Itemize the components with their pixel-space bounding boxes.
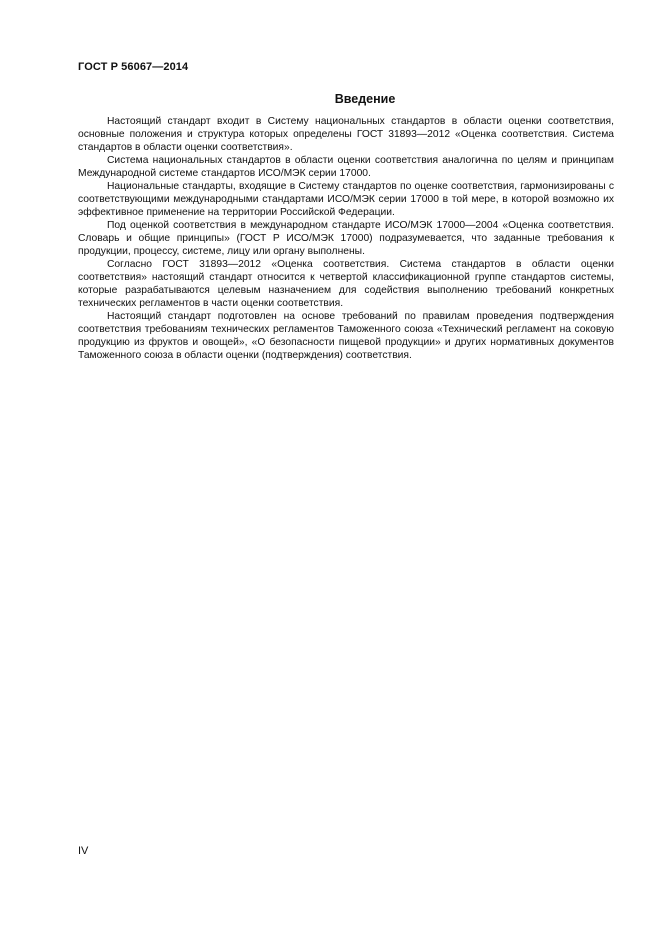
paragraph: Национальные стандарты, входящие в Систему стандартов по оценке соответствия, гармонизированы с соответствующими международными стандартами ИСО/МЭК серии 17000 в той мере, в которой возможно их эффективное применение на территории Российской Федерации. — [78, 181, 614, 218]
section-title: Введение — [334, 92, 396, 106]
paragraph: Настоящий стандарт входит в Систему национальных стандартов в области оценки соответствия, основные положения и структура которых определены ГОСТ 31893—2012 «Оценка соответствия. Система стандартов в области оценки соответствия». — [78, 116, 614, 153]
paragraph: Согласно ГОСТ 31893—2012 «Оценка соответствия. Система стандартов в области оценки соответствия» настоящий стандарт относится к четвертой классификационной группе стандартов системы, которые разрабатываются целевым назначением для содействия выполнению требований конкретных технических регламентов в части оценки соответствия. — [78, 259, 614, 309]
document-header: ГОСТ Р 56067—2014 — [78, 61, 189, 73]
paragraph: Под оценкой соответствия в международном стандарте ИСО/МЭК 17000—2004 «Оценка соответствия. Словарь и общие принципы» (ГОСТ Р ИСО/МЭК 17000) подразумевается, что заданные требования к продукции, процессу, системе, лицу или органу выполнены. — [78, 220, 614, 257]
paragraph: Настоящий стандарт подготовлен на основе требований по правилам проведения подтверждения соответствия требованиям технических регламентов Таможенного союза «Технический регламент на соковую продукцию из фруктов и овощей», «О безопасности пищевой продукции» и других нормативных документов Таможенного союза в области оценки (подтверждения) соответствия. — [78, 311, 614, 361]
paragraph: Система национальных стандартов в области оценки соответствия аналогична по целям и принципам Международной системе стандартов ИСО/МЭК серии 17000. — [78, 155, 614, 179]
page-number: IV — [78, 845, 89, 857]
introduction-body — [78, 115, 614, 362]
